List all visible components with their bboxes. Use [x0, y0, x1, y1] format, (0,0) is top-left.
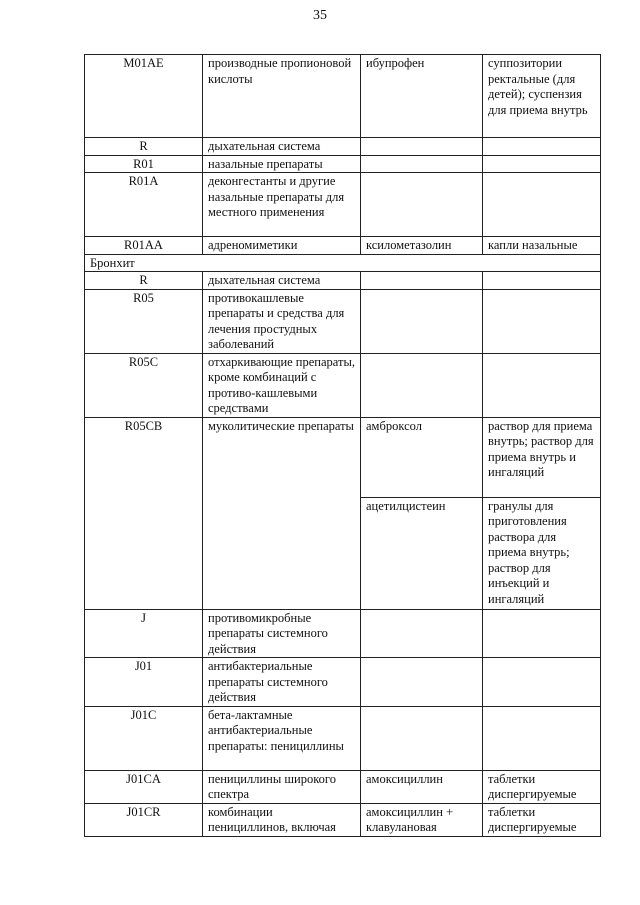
table-row	[85, 770, 601, 803]
atc-code-cell: R05CB	[85, 417, 203, 609]
drug-name-cell	[361, 706, 483, 770]
dosage-form-cell: суппозитории ректальные (для детей); суспензия для приема внутрь	[483, 55, 601, 138]
atc-code-cell: R05	[85, 289, 203, 353]
atc-group-cell: адреномиметики	[203, 237, 361, 255]
dosage-form-cell	[483, 658, 601, 707]
dosage-form-cell	[483, 155, 601, 173]
drug-name-cell	[361, 272, 483, 290]
dosage-form-cell	[483, 173, 601, 237]
table-body	[85, 55, 601, 837]
atc-group-cell: отхаркивающие препараты, кроме комбинаций с противо-кашлевыми средствами	[203, 353, 361, 417]
atc-code-cell: R01AA	[85, 237, 203, 255]
atc-code-cell: J01	[85, 658, 203, 707]
atc-group-cell: пенициллины широкого спектра	[203, 770, 361, 803]
table-row	[85, 289, 601, 353]
table-row	[85, 417, 601, 497]
table-row	[85, 237, 601, 255]
page-number: 35	[313, 8, 327, 23]
table-row	[85, 254, 601, 272]
dosage-form-cell	[483, 272, 601, 290]
drug-name-cell	[361, 289, 483, 353]
dosage-form-cell	[483, 353, 601, 417]
table-row	[85, 55, 601, 138]
table-row	[85, 138, 601, 156]
dosage-form-cell: раствор для приема внутрь; раствор для приема внутрь и ингаляций	[483, 417, 601, 497]
atc-group-cell: производные пропионовой кислоты	[203, 55, 361, 138]
atc-code-cell: R05C	[85, 353, 203, 417]
table-row	[85, 609, 601, 658]
table-row	[85, 155, 601, 173]
drug-name-cell: ибупрофен	[361, 55, 483, 138]
dosage-form-cell: капли назальные	[483, 237, 601, 255]
drug-name-cell	[361, 609, 483, 658]
dosage-form-cell	[483, 289, 601, 353]
drug-classification-table	[84, 54, 601, 837]
atc-group-cell: антибактериальные препараты системного действия	[203, 658, 361, 707]
atc-code-cell: J01C	[85, 706, 203, 770]
atc-code-cell: R	[85, 138, 203, 156]
atc-code-cell: J	[85, 609, 203, 658]
atc-group-cell: назальные препараты	[203, 155, 361, 173]
dosage-form-cell	[483, 706, 601, 770]
dosage-form-cell: таблетки диспергируемые	[483, 770, 601, 803]
section-heading: Бронхит	[85, 254, 601, 272]
atc-group-cell: противокашлевые препараты и средства для лечения простудных заболеваний	[203, 289, 361, 353]
drug-name-cell: ацетилцистеин	[361, 497, 483, 609]
atc-group-cell: дыхательная система	[203, 272, 361, 290]
drug-name-cell	[361, 138, 483, 156]
drug-name-cell: амоксициллин + клавулановая	[361, 803, 483, 836]
drug-name-cell	[361, 173, 483, 237]
table-row	[85, 173, 601, 237]
table-row	[85, 272, 601, 290]
atc-group-cell: противомикробные препараты системного действия	[203, 609, 361, 658]
atc-code-cell: R01	[85, 155, 203, 173]
atc-group-cell: комбинации пенициллинов, включая	[203, 803, 361, 836]
atc-code-cell: J01CA	[85, 770, 203, 803]
atc-group-cell: муколитические препараты	[203, 417, 361, 609]
table-row	[85, 803, 601, 836]
drug-name-cell: амброксол	[361, 417, 483, 497]
atc-code-cell: M01AE	[85, 55, 203, 138]
dosage-form-cell	[483, 138, 601, 156]
atc-code-cell: J01CR	[85, 803, 203, 836]
atc-group-cell: бета-лактамные антибактериальные препараты: пенициллины	[203, 706, 361, 770]
dosage-form-cell: таблетки диспергируемые	[483, 803, 601, 836]
table-row	[85, 706, 601, 770]
atc-group-cell: дыхательная система	[203, 138, 361, 156]
dosage-form-cell	[483, 609, 601, 658]
atc-group-cell: деконгестанты и другие назальные препараты для местного применения	[203, 173, 361, 237]
atc-code-cell: R	[85, 272, 203, 290]
drug-name-cell	[361, 353, 483, 417]
table-row	[85, 353, 601, 417]
table-row	[85, 658, 601, 707]
drug-name-cell: амоксициллин	[361, 770, 483, 803]
drug-name-cell	[361, 155, 483, 173]
atc-code-cell: R01A	[85, 173, 203, 237]
drug-name-cell	[361, 658, 483, 707]
drug-name-cell: ксилометазолин	[361, 237, 483, 255]
dosage-form-cell: гранулы для приготовления раствора для приема внутрь; раствор для инъекций и ингаляций	[483, 497, 601, 609]
